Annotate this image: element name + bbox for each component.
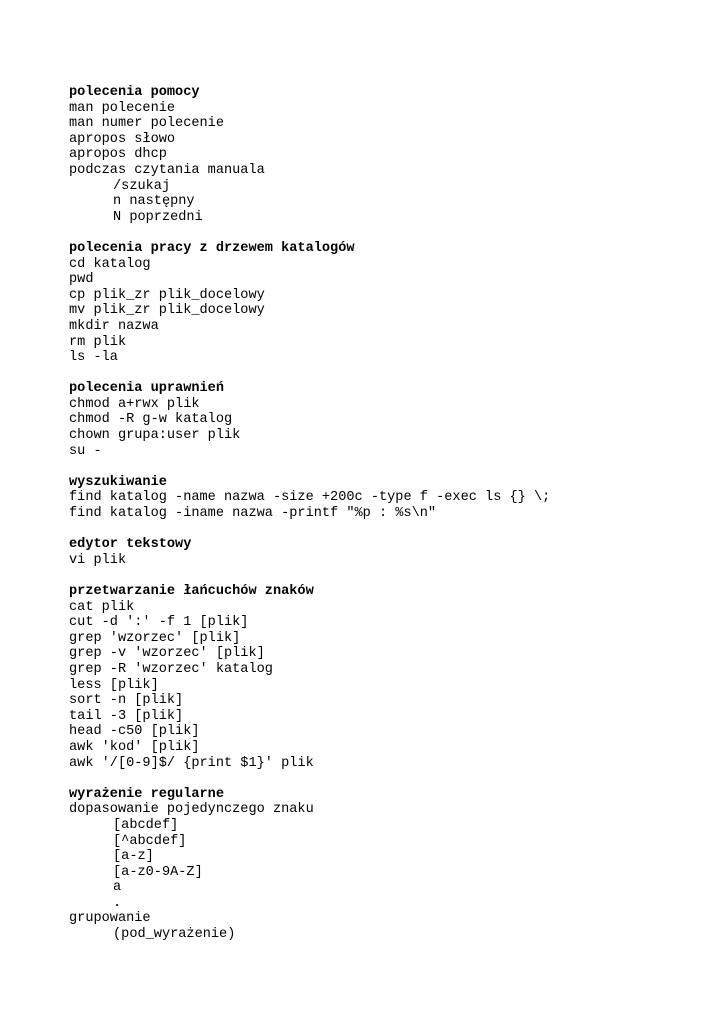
section-heading: polecenia uprawnień <box>69 381 224 397</box>
section <box>69 584 709 771</box>
command-line: find katalog -name nazwa -size +200c -type f -exec ls {} \; <box>69 490 551 506</box>
indented-command-line: [a-z0-9A-Z] <box>113 864 203 880</box>
command-line: mkdir nazwa <box>69 318 159 334</box>
command-line: tail -3 [plik] <box>69 708 184 724</box>
command-line: awk '/[0-9]$/ {print $1}' plik <box>69 755 314 771</box>
command-line: vi plik <box>69 552 127 568</box>
section-heading: wyrażenie regularne <box>69 786 224 802</box>
section <box>69 381 709 459</box>
command-line: man polecenie <box>69 100 176 116</box>
command-line: apropos słowo <box>69 131 176 147</box>
command-line: grupowanie <box>69 911 151 927</box>
command-line: man numer polecenie <box>69 116 224 132</box>
section-heading: polecenia pracy z drzewem katalogów <box>69 240 355 256</box>
command-line: less [plik] <box>69 677 159 693</box>
command-line: find katalog -iname nazwa -printf "%p : %s\n" <box>69 506 437 522</box>
indented-command-line: [a-z] <box>113 849 154 865</box>
indented-command-line: /szukaj <box>113 178 171 194</box>
command-line: chown grupa:user plik <box>69 428 241 444</box>
indented-command-line: (pod_wyrażenie) <box>113 927 236 943</box>
section <box>69 85 709 225</box>
command-line: su - <box>69 443 102 459</box>
command-line: mv plik_zr plik_docelowy <box>69 303 265 319</box>
command-line: grep -v 'wzorzec' [plik] <box>69 646 265 662</box>
indented-command-line: [^abcdef] <box>113 833 187 849</box>
command-line: dopasowanie pojedynczego znaku <box>69 802 314 818</box>
section-heading: polecenia pomocy <box>69 85 200 100</box>
indented-command-line: n następny <box>113 194 195 210</box>
command-line: apropos dhcp <box>69 147 167 163</box>
command-line: cat plik <box>69 599 135 615</box>
command-line: head -c50 [plik] <box>69 724 200 740</box>
indented-command-line: a <box>113 880 122 896</box>
command-line: awk 'kod' [plik] <box>69 739 200 755</box>
indented-command-line: [abcdef] <box>113 817 179 833</box>
command-line: rm plik <box>69 334 127 350</box>
section-heading: przetwarzanie łańcuchów znaków <box>69 584 314 599</box>
section <box>69 241 709 366</box>
indented-command-line: N poprzedni <box>113 209 203 225</box>
section <box>69 475 709 522</box>
command-line: chmod -R g-w katalog <box>69 412 233 428</box>
section-heading: edytor tekstowy <box>69 537 192 553</box>
command-line: cut -d ':' -f 1 [plik] <box>69 615 249 631</box>
command-line: cp plik_zr plik_docelowy <box>69 287 265 303</box>
document-body <box>69 85 709 958</box>
command-line: cd katalog <box>69 256 151 272</box>
command-line: sort -n [plik] <box>69 693 184 709</box>
command-line: podczas czytania manuala <box>69 162 265 178</box>
command-line: pwd <box>69 272 94 288</box>
section <box>69 787 709 943</box>
command-line: grep 'wzorzec' [plik] <box>69 630 241 646</box>
section-heading: wyszukiwanie <box>69 474 167 490</box>
indented-command-line: . <box>113 895 122 911</box>
command-line: grep -R 'wzorzec' katalog <box>69 661 273 677</box>
command-line: chmod a+rwx plik <box>69 396 200 412</box>
section <box>69 537 709 568</box>
command-line: ls -la <box>69 350 118 366</box>
